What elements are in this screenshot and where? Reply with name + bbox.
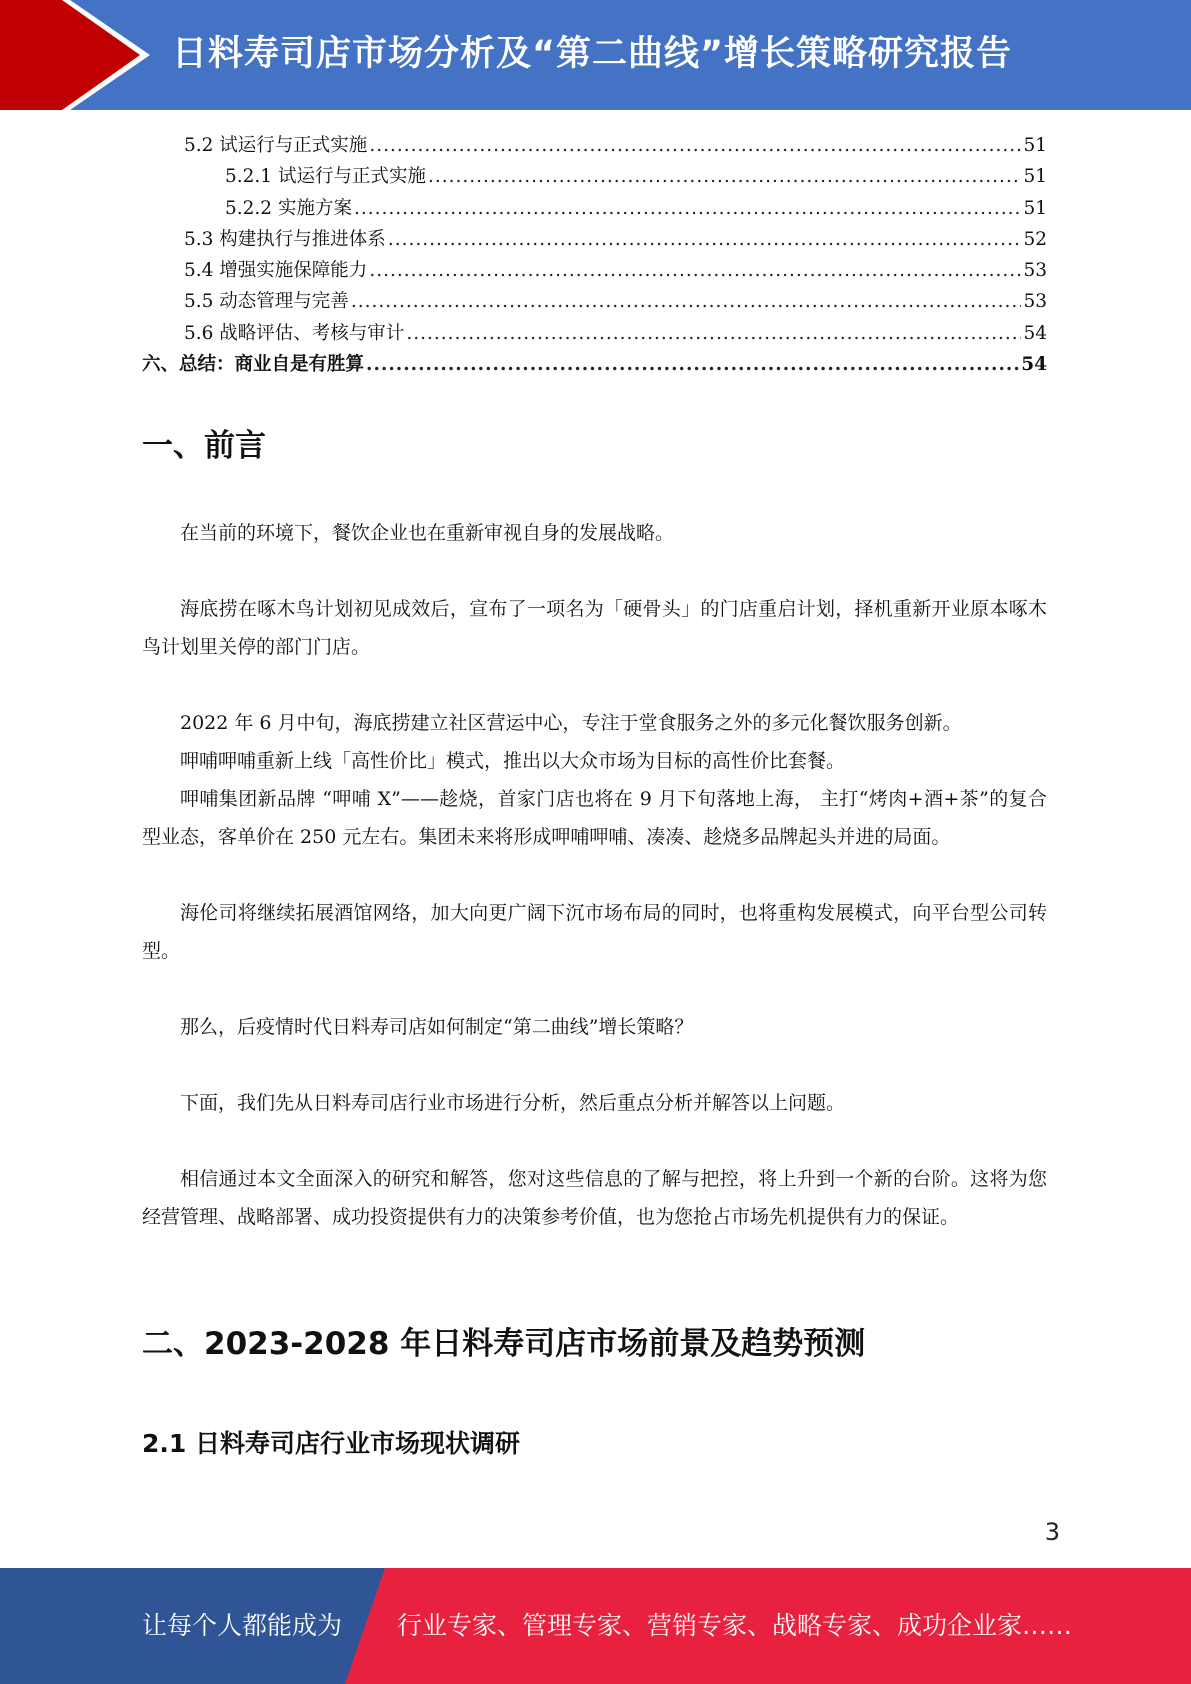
toc-entry-page: 51	[1023, 166, 1047, 188]
toc-entry-label: 5.2.2 实施方案	[225, 197, 352, 219]
subsection-heading: 2.1 日料寿司店行业市场现状调研	[142, 1429, 520, 1458]
toc-entry-label: 5.3 构建执行与推进体系	[184, 228, 386, 250]
toc-leader-dots	[351, 286, 1022, 317]
page-footer	[0, 1568, 1191, 1684]
toc-entry[interactable]	[142, 161, 1047, 192]
toc-entry-label: 5.6 战略评估、考核与审计	[184, 322, 405, 344]
section-heading: 二、2023-2028 年日料寿司店市场前景及趋势预测	[142, 1326, 866, 1362]
toc-leader-dots	[388, 224, 1022, 255]
toc-entry-page: 53	[1023, 291, 1047, 313]
body-paragraph: 呷哺呷哺重新上线「高性价比」模式，推出以大众市场为目标的高性价比套餐。	[180, 750, 846, 772]
toc-entry-page: 54	[1023, 322, 1047, 344]
toc-leader-dots	[369, 130, 1021, 161]
toc-leader-dots	[406, 318, 1021, 349]
section-heading: 一、前言	[142, 428, 266, 464]
toc-entry-page: 53	[1023, 260, 1047, 282]
toc-entry-label: 5.2.1 试运行与正式实施	[225, 166, 426, 188]
toc-entry[interactable]	[142, 318, 1047, 349]
body-paragraph: 在当前的环境下，餐饮企业也在重新审视自身的发展战略。	[180, 522, 675, 544]
body-paragraph: 相信通过本文全面深入的研究和解答，您对这些信息的了解与把控，将上升到一个新的台阶。这将为您经营管理、战略部署、成功投资提供有力的决策参考价值，也为您抢占市场先机提供有力的保证。	[142, 1168, 1047, 1228]
body-paragraph: 海底捞在啄木鸟计划初见成效后，宣布了一项名为「硬骨头」的门店重启计划，择机重新开业原本啄木鸟计划里关停的部门门店。	[142, 598, 1047, 658]
toc-entry-page: 51	[1023, 197, 1047, 219]
footer-slogan-left: 让每个人都能成为	[142, 1611, 343, 1640]
toc-entry-label: 5.2 试运行与正式实施	[184, 135, 368, 156]
body-paragraph: 2022 年 6 月中旬，海底捞建立社区营运中心，专注于堂食服务之外的多元化餐饮服务创新。	[180, 712, 962, 734]
page-number: 3	[1044, 1518, 1060, 1546]
body-paragraph: 呷哺集团新品牌 “呷哺 X”——趁烧，首家门店也将在 9 月下旬落地上海， 主打“烤肉+酒+茶”的复合型业态，客单价在 250 元左右。集团未来将形成呷哺呷哺、凑凑、趁烧多品牌起头并进的局面。	[142, 788, 1047, 848]
red-chevron-shape	[0, 0, 150, 110]
body-paragraph: 下面，我们先从日料寿司店行业市场进行分析，然后重点分析并解答以上问题。	[180, 1092, 846, 1114]
body-paragraph: 海伦司将继续拓展酒馆网络，加大向更广阔下沉市场布局的同时，也将重构发展模式，向平台型公司转型。	[142, 902, 1047, 962]
toc-entry[interactable]	[142, 130, 1047, 161]
toc-entry-page: 54	[1021, 354, 1047, 376]
toc-entry-label: 5.5 动态管理与完善	[184, 291, 349, 313]
page-header	[0, 0, 1191, 110]
toc-entry[interactable]	[142, 255, 1047, 286]
toc-entry-page: 52	[1023, 228, 1047, 250]
toc-entry[interactable]	[142, 224, 1047, 255]
table-of-contents	[142, 130, 1047, 380]
footer-slogan-right: 行业专家、管理专家、营销专家、战略专家、成功企业家……	[397, 1611, 1073, 1640]
report-title: 日料寿司店市场分析及“第二曲线”增长策略研究报告	[172, 34, 1013, 74]
toc-leader-dots	[354, 193, 1022, 224]
toc-leader-dots	[369, 255, 1021, 286]
toc-entry[interactable]	[142, 286, 1047, 317]
toc-entry-label: 5.4 增强实施保障能力	[184, 260, 368, 282]
toc-entry-page: 51	[1023, 135, 1047, 156]
body-paragraph: 那么，后疫情时代日料寿司店如何制定“第二曲线”增长策略？	[180, 1016, 694, 1038]
toc-entry[interactable]	[142, 349, 1047, 380]
toc-entry[interactable]	[142, 193, 1047, 224]
toc-leader-dots	[428, 161, 1021, 192]
toc-leader-dots	[366, 349, 1019, 380]
toc-entry-label: 六、总结：商业自是有胜算	[142, 354, 365, 376]
